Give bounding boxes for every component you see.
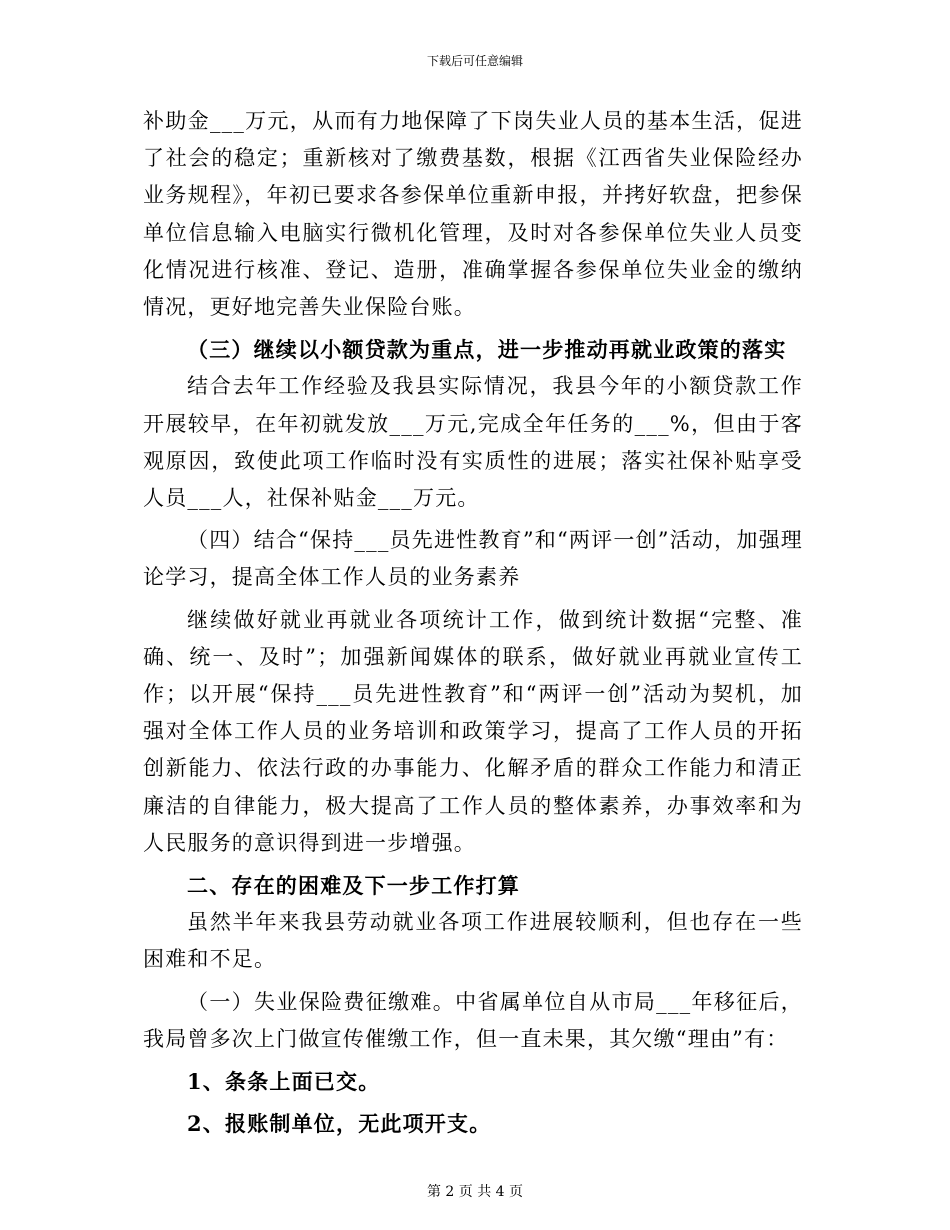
- paragraph-small-loans: 结合去年工作经验及我县实际情况，我县今年的小额贷款工作开展较早，在年初就发放___万元,完成全年任务的___%，但由于客观原因，致使此项工作临时没有实质性的进展；落实社保补贴享受人员___人，社保补贴金___万元。: [143, 374, 803, 511]
- section-heading-3: （三）继续以小额贷款为重点，进一步推动再就业政策的落实: [187, 337, 787, 363]
- section-heading-4: （四）结合“保持___员先进性教育”和“两评一创”活动，加强理论学习，提高全体工作人员的业务素养: [143, 528, 803, 590]
- page-header: 下载后可任意编辑: [426, 54, 523, 68]
- document-body: [143, 103, 803, 1142]
- paragraph-unemployment-subsidy: 补助金___万元，从而有力地保障了下岗失业人员的基本生活，促进了社会的稳定；重新核对了缴费基数，根据《江西省失业保险经办业务规程》，年初已要求各参保单位重新申报，并拷好软盘，把参保单位信息输入电脑实行微机化管理，及时对各参保单位失业人员变化情况进行核准、登记、造册，准确掌握各参保单位失业金的缴纳情况，更好地完善失业保险台账。: [143, 109, 803, 320]
- paragraph-difficulties-intro: 虽然半年来我县劳动就业各项工作进展较顺利，但也存在一些困难和不足。: [143, 910, 803, 972]
- paragraph-statistics-work: 继续做好就业再就业各项统计工作，做到统计数据“完整、准确、统一、及时”；加强新闻媒体的联系，做好就业再就业宣传工作；以开展“保持___员先进性教育”和“两评一创”活动为契机，加强对全体工作人员的业务培训和政策学习，提高了工作人员的开拓创新能力、依法行政的办事能力、化解矛盾的群众工作能力和清正廉洁的自律能力，极大提高了工作人员的整体素养，办事效率和为人民服务的意识得到进一步增强。: [143, 607, 803, 855]
- list-item-reason-2: 2、报账制单位，无此项开支。: [187, 1111, 492, 1137]
- paragraph-insurance-collection: （一）失业保险费征缴难。中省属单位自从市局___年移征后，我局曾多次上门做宣传催缴工作，但一直未果，其欠缴“理由”有：: [143, 989, 803, 1051]
- page-footer: 第 2 页 共 4 页: [426, 1184, 524, 1200]
- section-heading-difficulties: 二、存在的困难及下一步工作打算: [187, 873, 520, 899]
- list-item-reason-1: 1、条条上面已交。: [187, 1069, 381, 1095]
